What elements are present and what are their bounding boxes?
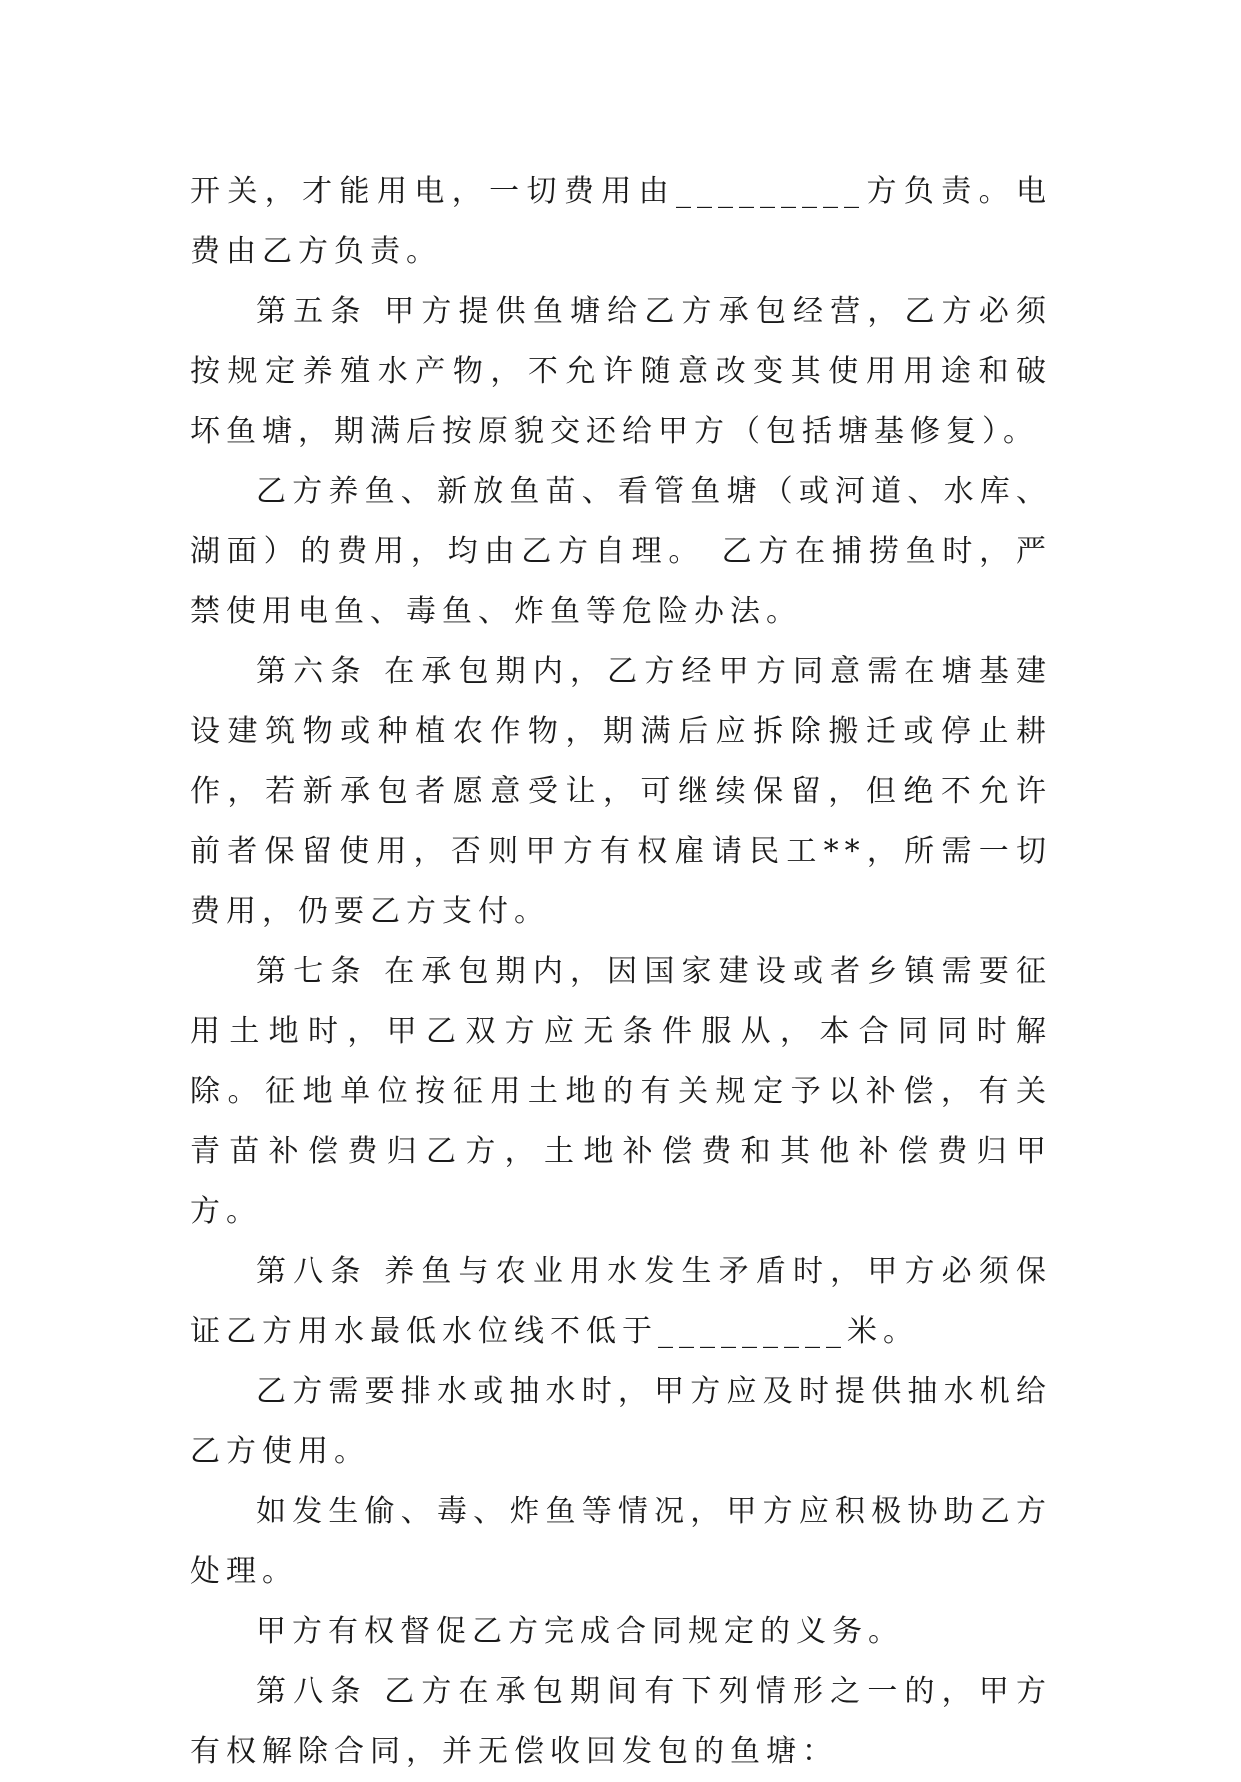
paragraph-article-7: 第七条 在承包期内，因国家建设或者乡镇需要征用土地时，甲乙双方应无条件服从，本合同同时解除。征地单位按征用土地的有关规定予以补偿，有关青苗补偿费归乙方，土地补偿费和其他补偿费归甲方。 xyxy=(190,954,1052,1229)
paragraph-fish-costs: 乙方养鱼、新放鱼苗、看管鱼塘（或河道、水库、湖面）的费用，均由乙方自理。 乙方在捕捞鱼时，严禁使用电鱼、毒鱼、炸鱼等危险办法。 xyxy=(190,474,1052,629)
paragraph-article-5: 第五条 甲方提供鱼塘给乙方承包经营，乙方必须按规定养殖水产物，不允许随意改变其使用用途和破坏鱼塘，期满后按原貌交还给甲方（包括塘基修复）。 xyxy=(190,294,1052,449)
paragraph-continuation: 开关，才能用电，一切费用由_________方负责。电费由乙方负责。 xyxy=(190,174,1052,269)
paragraph-pump: 乙方需要排水或抽水时，甲方应及时提供抽水机给乙方使用。 xyxy=(190,1374,1052,1469)
document-body xyxy=(190,162,1052,1782)
paragraph-theft: 如发生偷、毒、炸鱼等情况，甲方应积极协助乙方处理。 xyxy=(190,1494,1052,1589)
paragraph-article-8-termination: 第八条 乙方在承包期间有下列情形之一的，甲方有权解除合同，并无偿收回发包的鱼塘： xyxy=(190,1674,1052,1769)
paragraph-article-8-water: 第八条 养鱼与农业用水发生矛盾时，甲方必须保证乙方用水最低水位线不低于_________米。 xyxy=(190,1254,1052,1349)
paragraph-article-6: 第六条 在承包期内，乙方经甲方同意需在塘基建设建筑物或种植农作物，期满后应拆除搬迁或停止耕作，若新承包者愿意受让，可继续保留，但绝不允许前者保留使用，否则甲方有权雇请民工**，所需一切费用，仍要乙方支付。 xyxy=(190,654,1052,929)
paragraph-obligation: 甲方有权督促乙方完成合同规定的义务。 xyxy=(256,1614,904,1649)
